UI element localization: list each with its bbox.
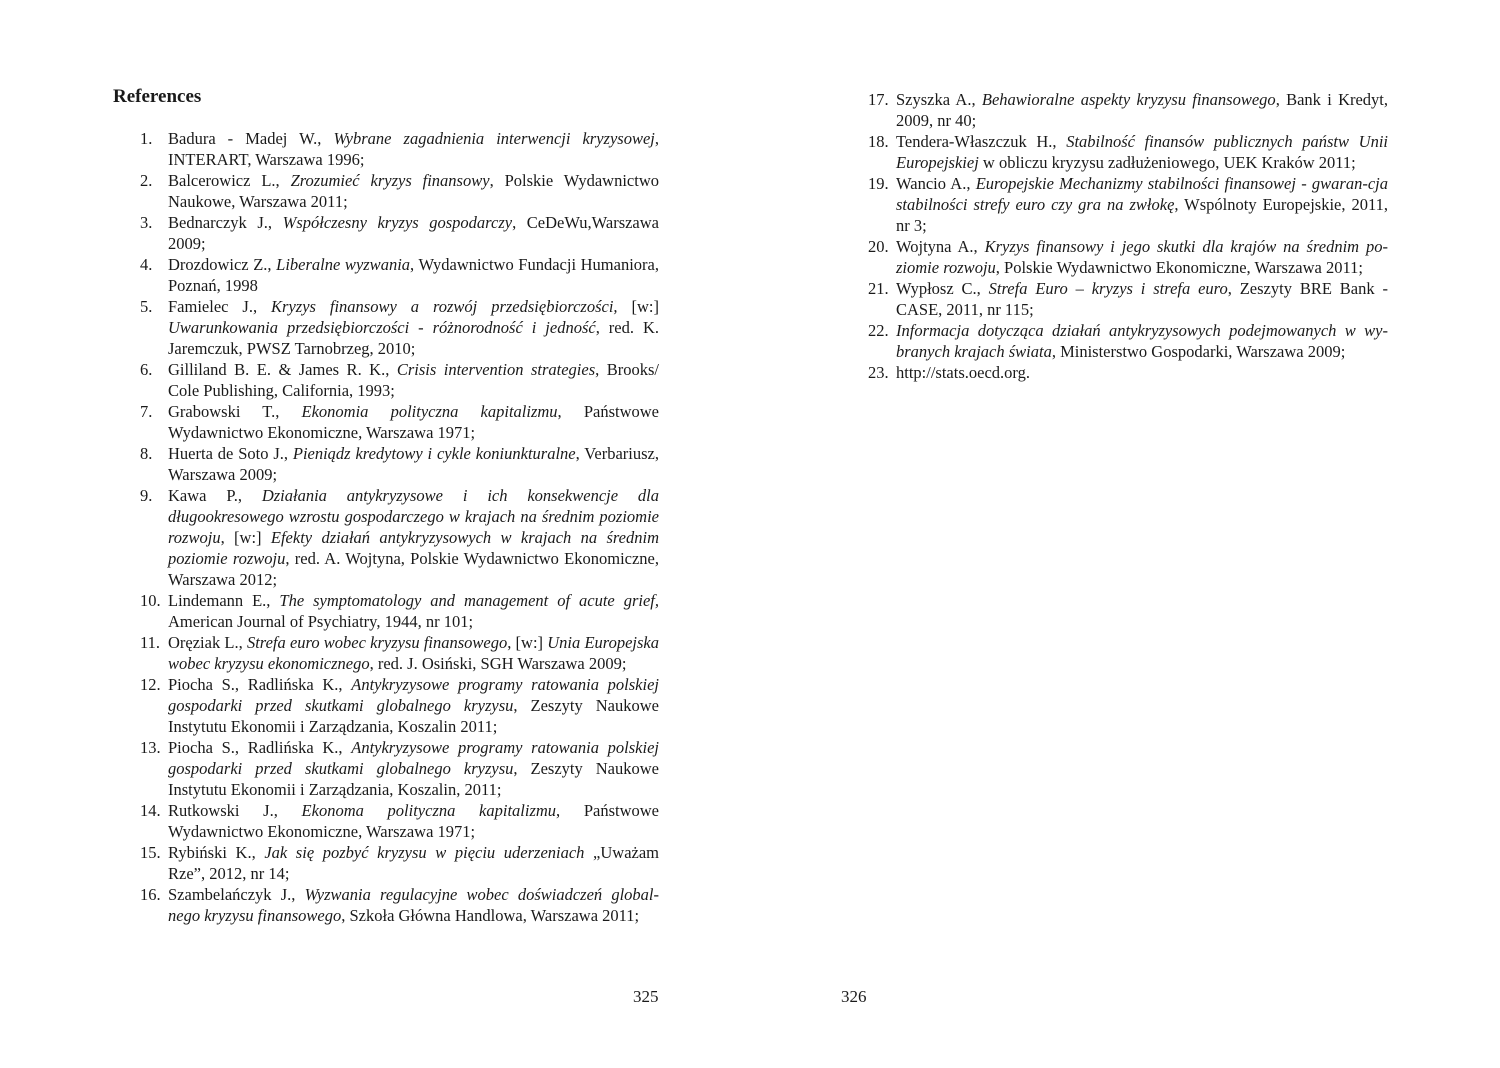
reference-number: 1. bbox=[140, 129, 153, 148]
reference-details: , [w:] bbox=[220, 528, 271, 547]
reference-number: 18. bbox=[868, 132, 889, 151]
reference-number: 19. bbox=[868, 174, 889, 193]
reference-details: , Polskie Wydawnictwo Naukowe, Warszawa 2011; bbox=[168, 171, 659, 211]
reference-item bbox=[140, 401, 659, 443]
reference-number: 11. bbox=[140, 633, 161, 652]
reference-number: 8. bbox=[140, 444, 153, 463]
reference-title: Wyzwania regulacyjne wobec doświadczeń global-nego kryzysu finansowego bbox=[168, 885, 659, 925]
reference-item bbox=[140, 170, 659, 212]
reference-author: Balcerowicz L., bbox=[168, 171, 291, 190]
reference-details: , Zeszyty Naukowe Instytutu Ekonomii i Zarządzania, Koszalin 2011; bbox=[168, 696, 659, 736]
reference-text bbox=[168, 884, 659, 926]
reference-number: 16. bbox=[140, 885, 161, 904]
reference-text bbox=[168, 359, 659, 401]
reference-item bbox=[868, 362, 1388, 383]
reference-number: 15. bbox=[140, 843, 161, 862]
reference-item bbox=[868, 131, 1388, 173]
reference-author: http://stats.oecd.org. bbox=[896, 363, 1030, 382]
reference-item bbox=[140, 296, 659, 359]
reference-item bbox=[140, 212, 659, 254]
reference-title: Europejskie Mechanizmy stabilności finansowej - gwaran-cja stabilności strefy euro czy gra na zwłokę bbox=[896, 174, 1388, 214]
reference-text bbox=[168, 485, 659, 590]
reference-title: Kryzys finansowy a rozwój przedsiębiorczości, bbox=[271, 297, 618, 316]
reference-author: Bednarczyk J., bbox=[168, 213, 283, 232]
reference-details: , Wspólnoty Europejskie, 2011, nr 3; bbox=[896, 195, 1388, 235]
reference-author: Lindemann E., bbox=[168, 591, 280, 610]
reference-number: 6. bbox=[140, 360, 153, 379]
reference-details: , Szkoła Główna Handlowa, Warszawa 2011; bbox=[341, 906, 640, 925]
reference-author: Szyszka A., bbox=[896, 90, 982, 109]
reference-author: Szambelańczyk J., bbox=[168, 885, 305, 904]
reference-author: Oręziak L., bbox=[168, 633, 247, 652]
reference-text bbox=[896, 320, 1388, 362]
reference-text bbox=[168, 737, 659, 800]
reference-details: [w:] bbox=[617, 297, 659, 316]
reference-author: Tendera-Właszczuk H., bbox=[896, 132, 1067, 151]
reference-item bbox=[868, 236, 1388, 278]
references-heading: References bbox=[113, 86, 202, 107]
reference-source-details: , red. K. Jaremczuk, PWSZ Tarnobrzeg, 2010; bbox=[168, 318, 660, 358]
reference-text bbox=[168, 254, 659, 296]
reference-item bbox=[140, 737, 659, 800]
reference-author: Wypłosz C., bbox=[896, 279, 989, 298]
reference-details: , Polskie Wydawnictwo Ekonomiczne, Warszawa 2011; bbox=[995, 258, 1363, 277]
reference-author: Gilliland B. E. & James R. K., bbox=[168, 360, 397, 379]
references-list-left bbox=[140, 128, 659, 926]
reference-title: Działania antykryzysowe i ich konsekwencje dla długookresowego wzrostu gospodarczego w krajach na średnim poziomie rozwoju bbox=[168, 486, 660, 547]
reference-author: Huerta de Soto J., bbox=[168, 444, 293, 463]
reference-author: Rybiński K., bbox=[168, 843, 265, 862]
reference-title: Wybrane zagadnienia interwencji kryzysowej bbox=[333, 129, 655, 148]
reference-text bbox=[168, 170, 659, 212]
reference-number: 23. bbox=[868, 363, 889, 382]
reference-text bbox=[168, 296, 659, 359]
reference-details: „Uważam Rze”, 2012, nr 14; bbox=[168, 843, 659, 883]
reference-text bbox=[168, 128, 659, 170]
reference-source-details: , red. J. Osiński, SGH Warszawa 2009; bbox=[369, 654, 627, 673]
reference-item bbox=[868, 89, 1388, 131]
reference-number: 2. bbox=[140, 171, 153, 190]
reference-number: 4. bbox=[140, 255, 153, 274]
reference-details: American Journal of Psychiatry, 1944, nr 101; bbox=[168, 612, 474, 631]
reference-item bbox=[140, 128, 659, 170]
reference-title: Kryzys finansowy i jego skutki dla krajów na średnim po-ziomie rozwoju bbox=[896, 237, 1388, 277]
reference-text bbox=[896, 173, 1388, 236]
reference-title: Crisis intervention strategies bbox=[396, 360, 596, 379]
reference-text bbox=[896, 131, 1388, 173]
reference-details: , Zeszyty Naukowe Instytutu Ekonomii i Zarządzania, Koszalin, 2011; bbox=[168, 759, 659, 799]
reference-text bbox=[168, 212, 659, 254]
reference-text bbox=[168, 632, 659, 674]
reference-details: , Państwowe Wydawnictwo Ekonomiczne, Warszawa 1971; bbox=[168, 402, 659, 442]
reference-title: Informacja dotycząca działań antykryzysowych podejmowanych w wy-branych krajach świata bbox=[896, 321, 1388, 361]
reference-author: Badura - Madej W., bbox=[168, 129, 334, 148]
reference-title: Ekonomia polityczna kapitalizmu bbox=[301, 402, 558, 421]
reference-details: , Ministerstwo Gospodarki, Warszawa 2009; bbox=[1051, 342, 1346, 361]
reference-author: Wancio A., bbox=[896, 174, 976, 193]
reference-title: Ekonoma polityczna kapitalizmu bbox=[301, 801, 557, 820]
reference-title: Strefa euro wobec kryzysu finansowego bbox=[246, 633, 508, 652]
reference-author: Famielec J., bbox=[168, 297, 272, 316]
reference-title: Behawioralne aspekty kryzysu finansowego bbox=[981, 90, 1276, 109]
reference-text bbox=[896, 362, 1388, 383]
reference-text bbox=[168, 443, 659, 485]
reference-item bbox=[868, 173, 1388, 236]
reference-title: Antykryzysowe programy ratowania polskiej gospodarki przed skutkami globalnego kryzysu bbox=[168, 675, 659, 715]
reference-title: Pieniądz kredytowy i cykle koniunkturalne bbox=[292, 444, 576, 463]
page-number-left: 325 bbox=[633, 987, 659, 1006]
reference-title: Współczesny kryzys gospodarczy bbox=[282, 213, 513, 232]
reference-author: Piocha S., Radlińska K., bbox=[168, 675, 352, 694]
reference-item bbox=[140, 674, 659, 737]
reference-text bbox=[896, 236, 1388, 278]
reference-number: 20. bbox=[868, 237, 889, 256]
reference-details: , Zeszyty BRE Bank - CASE, 2011, nr 115; bbox=[896, 279, 1388, 319]
reference-text bbox=[896, 278, 1388, 320]
reference-text bbox=[896, 89, 1388, 131]
reference-item bbox=[140, 800, 659, 842]
reference-source-title: Uwarunkowania przedsiębiorczości - różnorodność i jedność bbox=[168, 318, 596, 337]
reference-title: Zrozumieć kryzys finansowy bbox=[290, 171, 490, 190]
reference-title: Liberalne wyzwania bbox=[276, 255, 411, 274]
reference-details: , Brooks/ Cole Publishing, California, 1993; bbox=[168, 360, 659, 400]
reference-item bbox=[868, 320, 1388, 362]
reference-details: , Bank i Kredyt, 2009, nr 40; bbox=[896, 90, 1389, 130]
reference-item bbox=[140, 443, 659, 485]
reference-author: Grabowski T., bbox=[168, 402, 302, 421]
reference-author: Drozdowicz Z., bbox=[168, 255, 277, 274]
reference-text bbox=[168, 590, 659, 632]
page-number-right: 326 bbox=[841, 987, 867, 1006]
reference-number: 17. bbox=[868, 90, 889, 109]
reference-item bbox=[140, 632, 659, 674]
reference-text bbox=[168, 401, 659, 443]
reference-number: 22. bbox=[868, 321, 889, 340]
reference-item bbox=[140, 842, 659, 884]
reference-title: Strefa Euro – kryzys i strefa euro bbox=[988, 279, 1228, 298]
references-list-right bbox=[868, 89, 1388, 383]
reference-source-details: , red. A. Wojtyna, Polskie Wydawnictwo Ekonomiczne, Warszawa 2012; bbox=[168, 549, 659, 589]
reference-text bbox=[168, 674, 659, 737]
reference-number: 9. bbox=[140, 486, 153, 505]
reference-details: , Państwowe Wydawnictwo Ekonomiczne, Warszawa 1971; bbox=[168, 801, 660, 841]
reference-details: , CeDeWu,Warszawa 2009; bbox=[168, 213, 659, 253]
right-page bbox=[750, 0, 1500, 1068]
reference-details: w obliczu kryzysu zadłużeniowego, UEK Kraków 2011; bbox=[978, 153, 1356, 172]
reference-author: Kawa P., bbox=[168, 486, 262, 505]
reference-number: 21. bbox=[868, 279, 889, 298]
reference-source-title: Efekty działań antykryzysowych w krajach na średnim poziomie rozwoju bbox=[168, 528, 660, 568]
reference-item bbox=[868, 278, 1388, 320]
reference-item bbox=[140, 254, 659, 296]
reference-item bbox=[140, 884, 659, 926]
reference-item bbox=[140, 485, 659, 590]
reference-number: 10. bbox=[140, 591, 161, 610]
reference-author: Rutkowski J., bbox=[168, 801, 302, 820]
reference-text bbox=[168, 842, 659, 884]
reference-details: , [w:] bbox=[507, 633, 548, 652]
reference-source-title: Unia Europejska wobec kryzysu ekonomicznego bbox=[168, 633, 659, 673]
reference-author: Piocha S., Radlińska K., bbox=[168, 738, 352, 757]
reference-details: , Wydawnictwo Fundacji Humaniora, Poznań, 1998 bbox=[168, 255, 659, 295]
reference-details: , Verbariusz, Warszawa 2009; bbox=[168, 444, 659, 484]
reference-number: 7. bbox=[140, 402, 153, 421]
reference-number: 13. bbox=[140, 738, 161, 757]
reference-title: Antykryzysowe programy ratowania polskiej gospodarki przed skutkami globalnego kryzysu bbox=[168, 738, 659, 778]
reference-item bbox=[140, 359, 659, 401]
reference-number: 12. bbox=[140, 675, 161, 694]
reference-details: , INTERART, Warszawa 1996; bbox=[168, 129, 659, 169]
reference-number: 3. bbox=[140, 213, 153, 232]
reference-text bbox=[168, 800, 659, 842]
reference-title: The symptomatology and management of acute grief, bbox=[279, 591, 659, 610]
reference-number: 5. bbox=[140, 297, 153, 316]
reference-title: Jak się pozbyć kryzysu w pięciu uderzeniach bbox=[264, 843, 585, 862]
reference-number: 14. bbox=[140, 801, 161, 820]
reference-item bbox=[140, 590, 659, 632]
reference-author: Wojtyna A., bbox=[896, 237, 985, 256]
reference-title: Stabilność finansów publicznych państw Unii Europejskiej bbox=[896, 132, 1388, 172]
